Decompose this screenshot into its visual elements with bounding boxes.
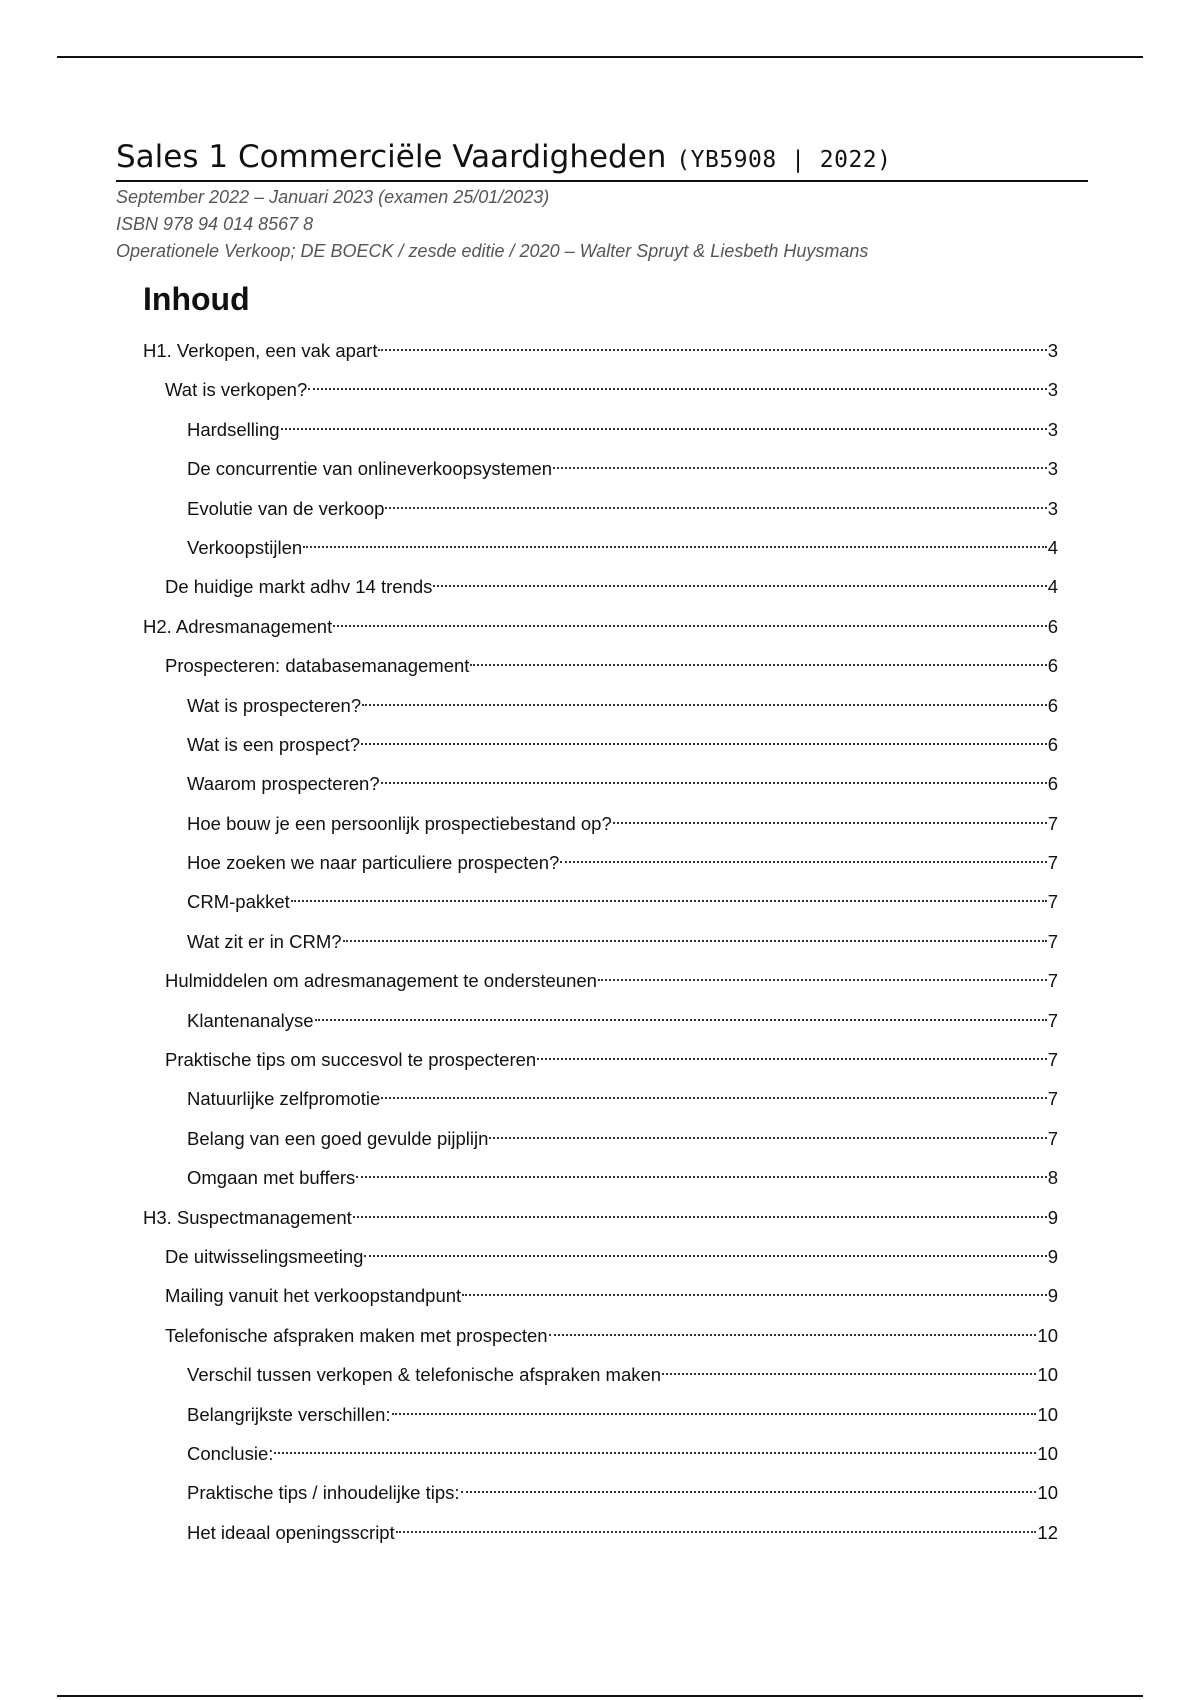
toc-dot-leader <box>291 900 1047 902</box>
toc-entry[interactable] <box>143 1198 1058 1237</box>
toc-entry[interactable] <box>143 882 1058 921</box>
toc-entry-page: 6 <box>1047 655 1058 677</box>
toc-entry-page: 7 <box>1047 1049 1058 1071</box>
toc-entry[interactable] <box>143 489 1058 528</box>
toc-entry-label: Verschil tussen verkopen & telefonische afspraken maken <box>187 1364 662 1386</box>
toc-entry[interactable] <box>143 922 1058 961</box>
course-code: (YB5908 | 2022) <box>676 147 892 173</box>
toc-entry-label: De uitwisselingsmeeting <box>165 1245 364 1267</box>
toc-entry-page: 10 <box>1037 1364 1058 1386</box>
toc-dot-leader <box>315 1019 1047 1021</box>
toc-dot-leader <box>598 979 1047 981</box>
toc-entry-label: Natuurlijke zelfpromotie <box>187 1088 381 1110</box>
toc-entry[interactable] <box>143 1395 1058 1434</box>
toc-entry-label: Wat zit er in CRM? <box>187 930 342 952</box>
toc-entry[interactable] <box>143 843 1058 882</box>
toc-dot-leader <box>378 349 1046 351</box>
toc-dot-leader <box>461 1491 1037 1493</box>
toc-entry[interactable] <box>143 686 1058 725</box>
toc-dot-leader <box>396 1531 1037 1533</box>
toc-dot-leader <box>433 585 1046 587</box>
toc-entry-page: 6 <box>1047 733 1058 755</box>
toc-entry-page: 10 <box>1037 1482 1058 1504</box>
toc-entry-label: Evolutie van de verkoop <box>187 497 385 519</box>
toc-entry[interactable] <box>143 961 1058 1000</box>
document-title-text: Sales 1 Commerciële Vaardigheden <box>116 139 667 175</box>
toc-entry[interactable] <box>143 410 1058 449</box>
toc-dot-leader <box>470 664 1046 666</box>
page-bottom-rule <box>57 1695 1143 1697</box>
toc-entry-label: H3. Suspectmanagement <box>143 1206 352 1228</box>
toc-dot-leader <box>361 743 1047 745</box>
toc-dot-leader <box>385 507 1046 509</box>
toc-entry-page: 6 <box>1047 694 1058 716</box>
toc-dot-leader <box>462 1294 1047 1296</box>
toc-entry-label: De huidige markt adhv 14 trends <box>165 576 433 598</box>
toc-entry[interactable] <box>143 1473 1058 1512</box>
toc-entry-label: Prospecteren: databasemanagement <box>165 655 470 677</box>
toc-dot-leader <box>381 782 1047 784</box>
toc-entry-page: 9 <box>1047 1245 1058 1267</box>
toc-dot-leader <box>281 428 1047 430</box>
toc-entry-page: 9 <box>1047 1285 1058 1307</box>
page-top-rule <box>57 56 1143 58</box>
toc-entry[interactable] <box>143 1001 1058 1040</box>
toc-entry-page: 3 <box>1047 497 1058 519</box>
toc-entry-label: Praktische tips om succesvol te prospecteren <box>165 1049 537 1071</box>
toc-entry-label: Belangrijkste verschillen: <box>187 1403 391 1425</box>
toc-dot-leader <box>333 625 1046 627</box>
toc-entry[interactable] <box>143 331 1058 370</box>
toc-entry[interactable] <box>143 1079 1058 1118</box>
toc-entry[interactable] <box>143 1040 1058 1079</box>
toc-entry[interactable] <box>143 1158 1058 1197</box>
toc-entry-page: 4 <box>1047 576 1058 598</box>
toc-entry-label: Hulmiddelen om adresmanagement te ondersteunen <box>165 970 597 992</box>
toc-entry-label: Het ideaal openingsscript <box>187 1521 395 1543</box>
toc-entry-page: 6 <box>1047 773 1058 795</box>
toc-entry[interactable] <box>143 1119 1058 1158</box>
toc-entry-label: Verkoopstijlen <box>187 536 303 558</box>
toc-entry[interactable] <box>143 1237 1058 1276</box>
toc-entry-page: 12 <box>1037 1521 1058 1543</box>
toc-dot-leader <box>392 1413 1037 1415</box>
toc-entry-label: Klantenanalyse <box>187 1009 314 1031</box>
toc-entry[interactable] <box>143 1316 1058 1355</box>
toc-entry[interactable] <box>143 1434 1058 1473</box>
toc-entry-page: 7 <box>1047 852 1058 874</box>
toc-entry[interactable] <box>143 804 1058 843</box>
toc-entry-label: H1. Verkopen, een vak apart <box>143 340 378 361</box>
toc-entry-label: Wat is een prospect? <box>187 733 361 755</box>
toc-dot-leader <box>489 1137 1046 1139</box>
table-of-contents <box>143 331 1058 1552</box>
toc-entry-page: 4 <box>1047 536 1058 558</box>
toc-entry-label: Wat is prospecteren? <box>187 694 362 716</box>
toc-entry-label: Wat is verkopen? <box>165 379 308 401</box>
toc-entry-label: Omgaan met buffers <box>187 1167 356 1189</box>
toc-dot-leader <box>381 1097 1046 1099</box>
toc-entry[interactable] <box>143 646 1058 685</box>
toc-entry-page: 6 <box>1047 615 1058 637</box>
toc-entry-page: 7 <box>1047 970 1058 992</box>
toc-entry-label: Praktische tips / inhoudelijke tips: <box>187 1482 460 1504</box>
toc-entry-label: Telefonische afspraken maken met prospecten <box>165 1324 548 1346</box>
toc-dot-leader <box>274 1452 1036 1454</box>
book-reference: Operationele Verkoop; DE BOECK / zesde editie / 2020 – Walter Spruyt & Liesbeth Huysmans <box>116 241 869 261</box>
toc-entry-page: 7 <box>1047 812 1058 834</box>
toc-dot-leader <box>303 546 1047 548</box>
toc-entry-label: Waarom prospecteren? <box>187 773 380 795</box>
toc-entry-page: 7 <box>1047 1088 1058 1110</box>
toc-entry[interactable] <box>143 528 1058 567</box>
toc-dot-leader <box>308 388 1046 390</box>
toc-entry[interactable] <box>143 567 1058 606</box>
toc-entry-label: Hardselling <box>187 418 280 440</box>
toc-entry-label: Hoe bouw je een persoonlijk prospectiebestand op? <box>187 812 612 834</box>
toc-dot-leader <box>353 1216 1047 1218</box>
toc-entry-label: Hoe zoeken we naar particuliere prospecten? <box>187 852 560 874</box>
toc-entry-page: 10 <box>1037 1442 1058 1464</box>
document-header <box>116 138 1088 265</box>
course-period: September 2022 – Januari 2023 (examen 25/01/2023) <box>116 187 550 207</box>
toc-entry[interactable] <box>143 449 1058 488</box>
toc-entry-label: Conclusie: <box>187 1442 274 1464</box>
toc-entry-page: 7 <box>1047 891 1058 913</box>
toc-dot-leader <box>343 940 1047 942</box>
toc-entry-page: 8 <box>1047 1167 1058 1189</box>
toc-dot-leader <box>364 1255 1046 1257</box>
toc-dot-leader <box>362 704 1047 706</box>
toc-entry-page: 3 <box>1047 340 1058 361</box>
book-isbn: ISBN 978 94 014 8567 8 <box>116 214 314 234</box>
document-title <box>116 138 1088 182</box>
toc-entry-page: 7 <box>1047 1127 1058 1149</box>
toc-entry-label: Belang van een goed gevulde pijplijn <box>187 1127 489 1149</box>
toc-dot-leader <box>356 1176 1046 1178</box>
toc-dot-leader <box>537 1058 1047 1060</box>
toc-entry[interactable] <box>143 1513 1058 1552</box>
toc-entry-page: 3 <box>1047 458 1058 480</box>
toc-entry-page: 7 <box>1047 1009 1058 1031</box>
toc-dot-leader <box>560 861 1046 863</box>
toc-entry[interactable] <box>143 370 1058 409</box>
toc-entry-page: 10 <box>1037 1403 1058 1425</box>
toc-dot-leader <box>549 1334 1037 1336</box>
toc-entry[interactable] <box>143 1355 1058 1394</box>
toc-entry-label: H2. Adresmanagement <box>143 615 333 637</box>
toc-entry-page: 3 <box>1047 418 1058 440</box>
toc-entry-page: 3 <box>1047 379 1058 401</box>
toc-entry-page: 7 <box>1047 930 1058 952</box>
toc-entry[interactable] <box>143 764 1058 803</box>
toc-entry[interactable] <box>143 607 1058 646</box>
toc-dot-leader <box>613 822 1047 824</box>
toc-entry-page: 9 <box>1047 1206 1058 1228</box>
toc-entry[interactable] <box>143 1276 1058 1315</box>
toc-entry[interactable] <box>143 725 1058 764</box>
toc-entry-label: CRM-pakket <box>187 891 290 913</box>
toc-dot-leader <box>553 467 1047 469</box>
toc-heading: Inhoud <box>143 281 250 317</box>
toc-entry-label: Mailing vanuit het verkoopstandpunt <box>165 1285 462 1307</box>
toc-dot-leader <box>662 1373 1036 1375</box>
toc-entry-page: 10 <box>1037 1324 1058 1346</box>
toc-entry-label: De concurrentie van onlineverkoopsystemen <box>187 458 553 480</box>
